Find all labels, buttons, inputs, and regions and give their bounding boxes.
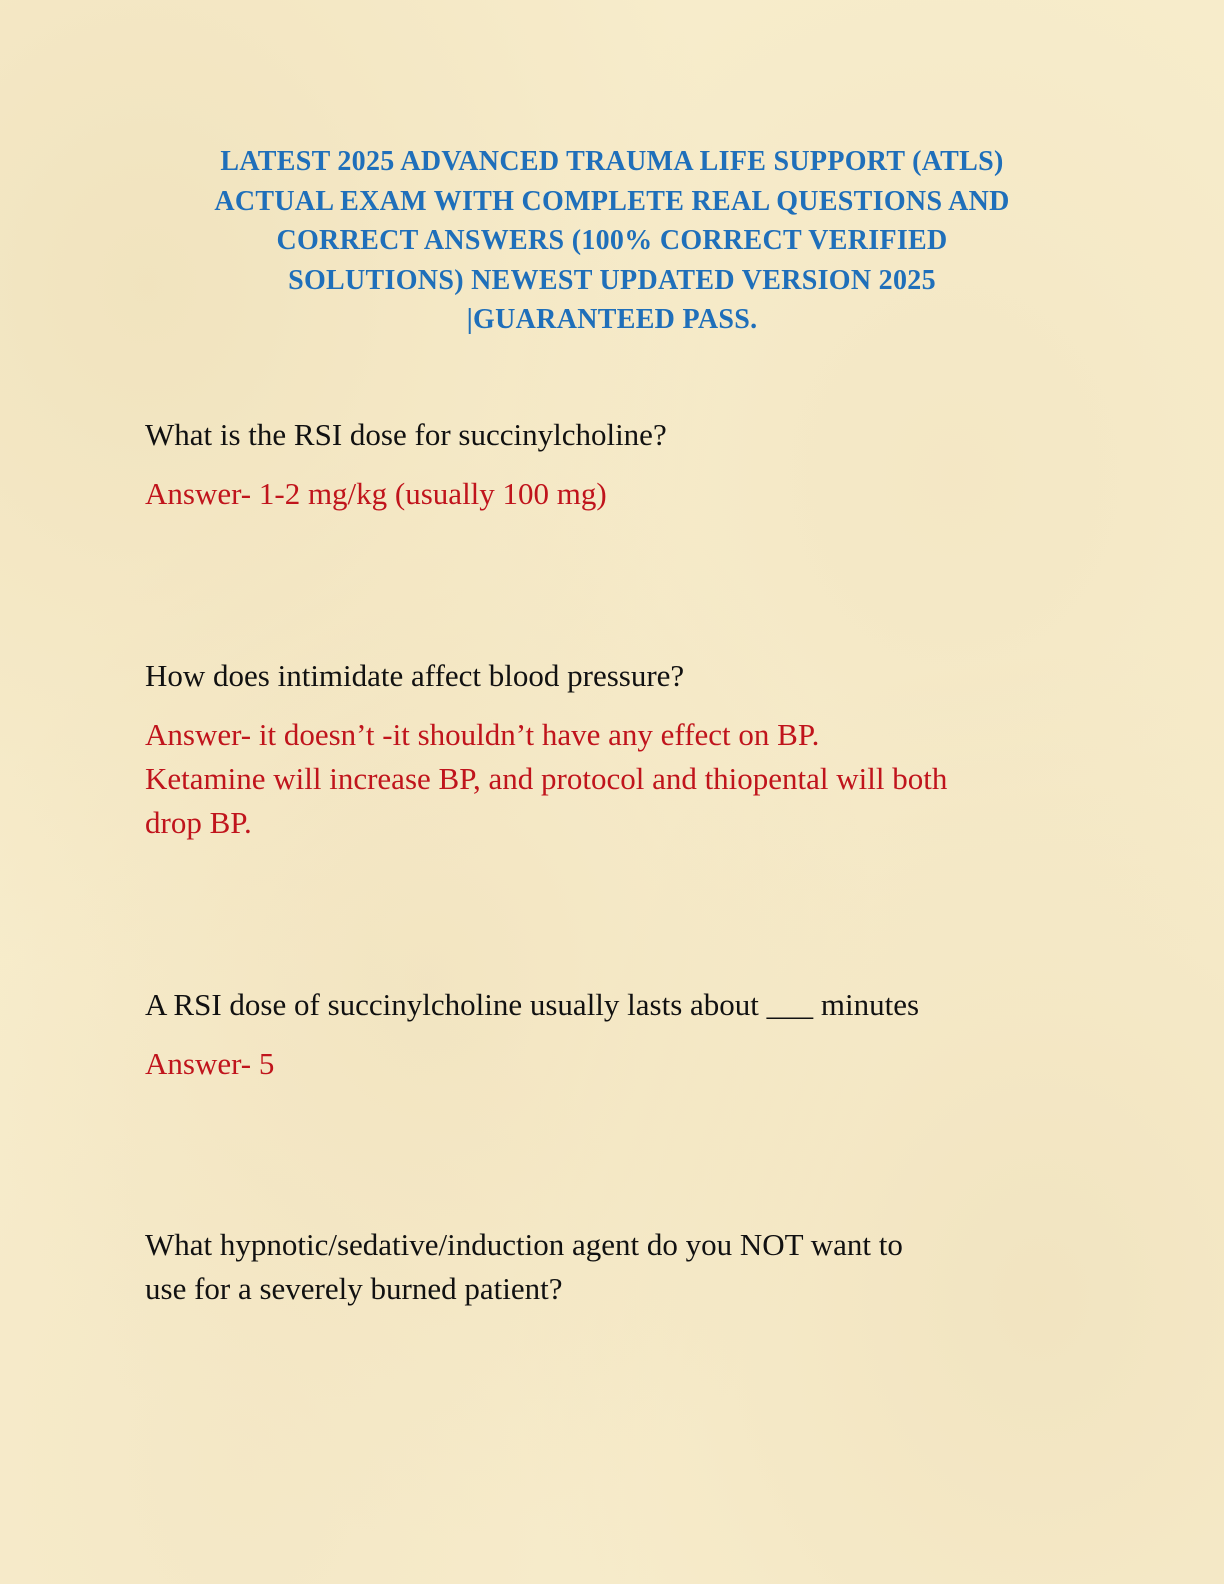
title-line: ACTUAL EXAM WITH COMPLETE REAL QUESTIONS AND [214, 185, 1010, 217]
question-text [145, 654, 1105, 698]
question-line: A RSI dose of succinylcholine usually lasts about ___ minutes [145, 987, 920, 1022]
answer-line: Answer- 5 [145, 1046, 275, 1081]
answer-line: Answer- it doesn’t -it shouldn’t have any effect on BP. [145, 717, 820, 752]
answer-line: Ketamine will increase BP, and protocol and thiopental will both [145, 761, 948, 796]
title-line: SOLUTIONS) NEWEST UPDATED VERSION 2025 [288, 264, 936, 296]
answer-text [145, 713, 1105, 845]
document-title [140, 142, 1084, 340]
question-line: How does intimidate affect blood pressure? [145, 658, 685, 693]
answer-text [145, 1042, 1105, 1086]
qa-item-1 [145, 413, 1105, 516]
qa-item-2 [145, 654, 1105, 845]
answer-text [145, 472, 1105, 516]
qa-item-4 [145, 1223, 1105, 1311]
title-line: |GUARANTEED PASS. [466, 304, 758, 335]
question-line: use for a severely burned patient? [145, 1271, 563, 1306]
question-text [145, 1223, 1105, 1311]
qa-item-3 [145, 983, 1105, 1086]
question-text [145, 983, 1105, 1027]
title-line: LATEST 2025 ADVANCED TRAUMA LIFE SUPPORT (ATLS) [220, 146, 1004, 177]
question-line: What is the RSI dose for succinylcholine? [145, 417, 667, 452]
answer-line: drop BP. [145, 805, 252, 840]
title-line: CORRECT ANSWERS (100% CORRECT VERIFIED [276, 225, 948, 256]
question-line: What hypnotic/sedative/induction agent do you NOT want to [145, 1227, 903, 1262]
answer-line: Answer- 1-2 mg/kg (usually 100 mg) [145, 476, 607, 511]
question-text [145, 413, 1105, 457]
